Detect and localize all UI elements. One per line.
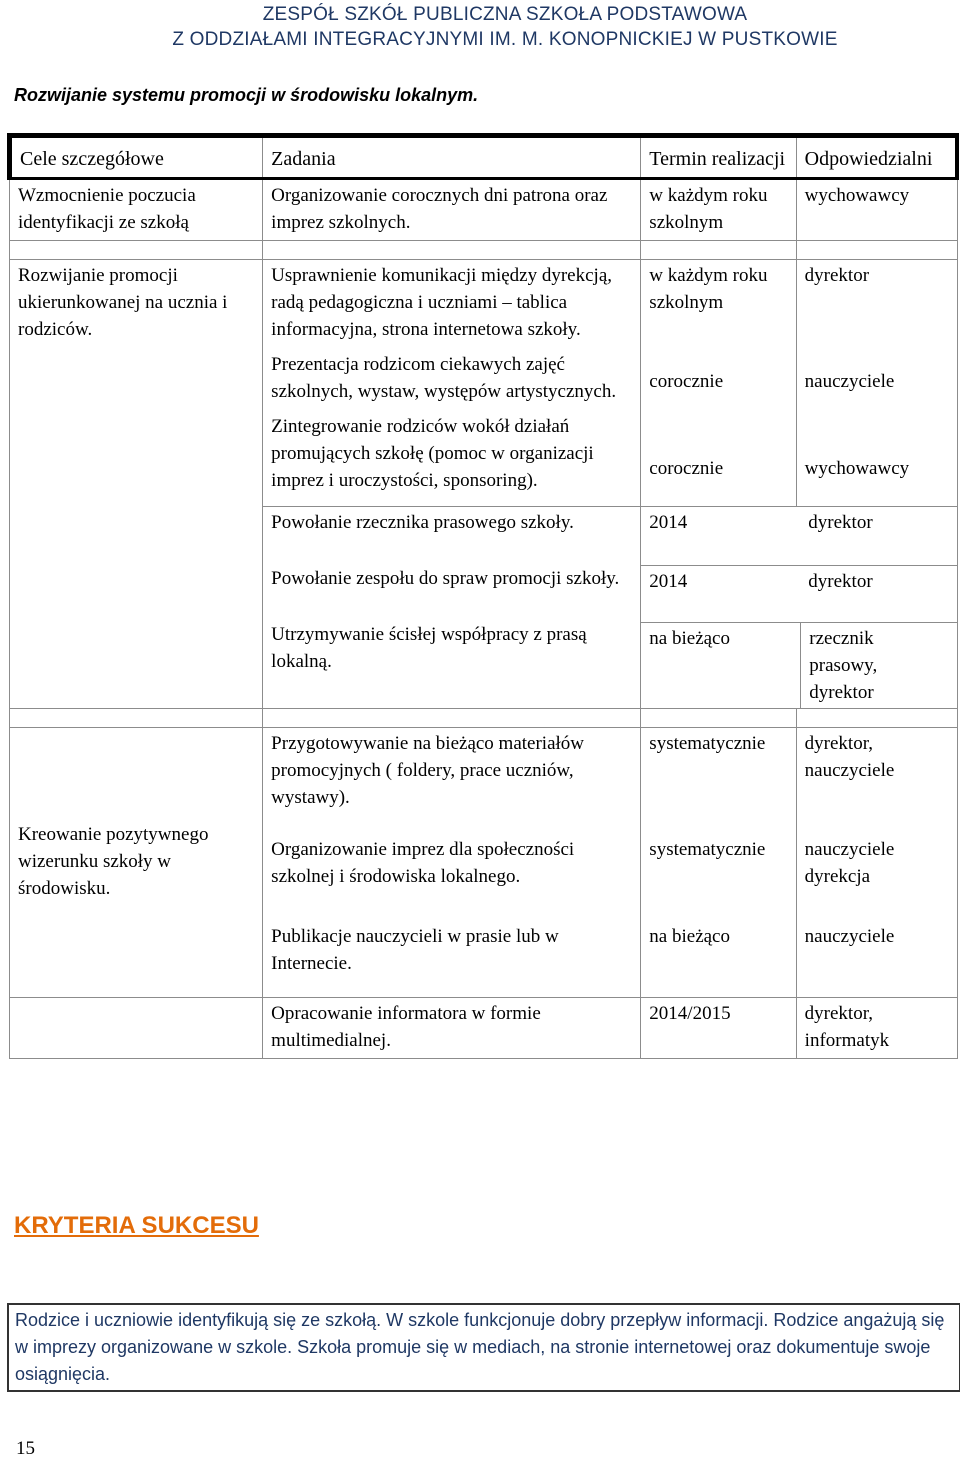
table-row	[10, 728, 958, 998]
table-separator	[10, 709, 958, 728]
term-item: corocznie	[649, 371, 724, 392]
success-criteria-text: Rodzice i uczniowie identyfikują się ze szkołą. W szkole funkcjonuje dobry przepływ informacji. Rodzice angażują się w imprezy organizowane w szkole. Szkoła promuje się w mediach, na stronie internetowej oraz dokumentuje swoje osiągnięcia.	[7, 1303, 960, 1392]
term-item: 2014	[649, 512, 688, 533]
table-header-row	[10, 136, 958, 179]
term-cell	[641, 260, 796, 507]
term-responsible-cell	[641, 507, 957, 709]
term-item: w każdym roku szkolnym	[649, 265, 768, 313]
table-separator	[10, 241, 958, 260]
term-item: systematycznie	[649, 733, 766, 754]
responsible-cell: dyrektor, informatyk	[796, 998, 957, 1059]
table-row	[10, 179, 958, 241]
task-item: Utrzymywanie ścisłej współpracy z prasą lokalną.	[271, 624, 587, 672]
term-cell: w każdym roku szkolnym	[641, 179, 796, 241]
header-goals: Cele szczegółowe	[10, 136, 263, 179]
task-item: Powołanie rzecznika prasowego szkoły.	[271, 512, 574, 533]
responsible-cell	[796, 728, 957, 998]
section-subtitle: Rozwijanie systemu promocji w środowisku lokalnym.	[14, 85, 479, 105]
responsible-item: wychowawcy	[804, 458, 910, 479]
task-cell	[263, 260, 641, 507]
school-header	[0, 2, 960, 52]
goal-cell: Rozwijanie promocji ukierunkowanej na ucznia i rodziców.	[10, 260, 263, 709]
term-item: 2014	[649, 571, 688, 592]
task-cell	[263, 728, 641, 998]
header-line-2: Z ODDZIAŁAMI INTEGRACYJNYMI IM. M. KONOPNICKIEJ W PUSTKOWIE	[172, 29, 838, 50]
task-item: Publikacje nauczycieli w prasie lub w Internecie.	[271, 926, 559, 974]
responsible-item: dyrektor, nauczyciele	[804, 733, 895, 781]
task-item: Usprawnienie komunikacji między dyrekcją, radą pedagogiczna i uczniami – tablica informacyjna, strona internetowa szkoły.	[271, 265, 613, 340]
responsible-cell: wychowawcy	[796, 179, 957, 241]
responsible-item: nauczyciele dyrekcja	[804, 839, 895, 887]
task-cell: Organizowanie corocznych dni patrona oraz imprez szkolnych.	[263, 179, 641, 241]
header-tasks: Zadania	[263, 136, 641, 179]
term-item: na bieżąco	[649, 926, 730, 947]
goal-cell: Kreowanie pozytywnego wizerunku szkoły w środowisku.	[10, 728, 263, 998]
promotion-plan-table	[7, 133, 959, 1059]
table-row	[10, 998, 958, 1059]
term-item: corocznie	[649, 458, 724, 479]
header-responsible: Odpowiedzialni	[796, 136, 957, 179]
responsible-cell	[796, 260, 957, 507]
responsible-item: dyrektor	[808, 571, 873, 592]
header-term: Termin realizacji	[641, 136, 796, 179]
task-cell	[263, 507, 641, 709]
term-item: na bieżąco	[641, 623, 801, 708]
goal-cell: Wzmocnienie poczucia identyfikacji ze szkołą	[10, 179, 263, 241]
goal-cell	[10, 998, 263, 1059]
table-row	[10, 260, 958, 507]
task-cell: Opracowanie informatora w formie multimedialnej.	[263, 998, 641, 1059]
task-item: Organizowanie imprez dla społeczności szkolnej i środowiska lokalnego.	[271, 839, 575, 887]
term-item: systematycznie	[649, 839, 766, 860]
term-cell	[641, 728, 796, 998]
header-line-1: ZESPÓŁ SZKÓŁ PUBLICZNA SZKOŁA PODSTAWOWA	[262, 4, 748, 25]
responsible-item: nauczyciele	[804, 371, 895, 392]
page-number: 15	[16, 1438, 35, 1459]
responsible-item: nauczyciele	[804, 926, 895, 947]
task-item: Powołanie zespołu do spraw promocji szkoły.	[271, 568, 620, 589]
responsible-item: dyrektor	[804, 265, 870, 286]
term-cell: 2014/2015	[641, 998, 796, 1059]
task-item: Przygotowywanie na bieżąco materiałów promocyjnych ( foldery, prace uczniów, wystawy).	[271, 733, 585, 808]
success-criteria-heading: KRYTERIA SUKCESU	[14, 1212, 259, 1239]
responsible-item: dyrektor	[808, 512, 873, 533]
task-item: Prezentacja rodzicom ciekawych zajęć szkolnych, wystaw, występów artystycznych.	[271, 354, 617, 402]
task-item: Zintegrowanie rodziców wokół działań promujących szkołę (pomoc w organizacji imprez i uroczystości, sponsoring).	[271, 416, 594, 491]
responsible-item: rzecznik prasowy, dyrektor	[809, 628, 878, 703]
